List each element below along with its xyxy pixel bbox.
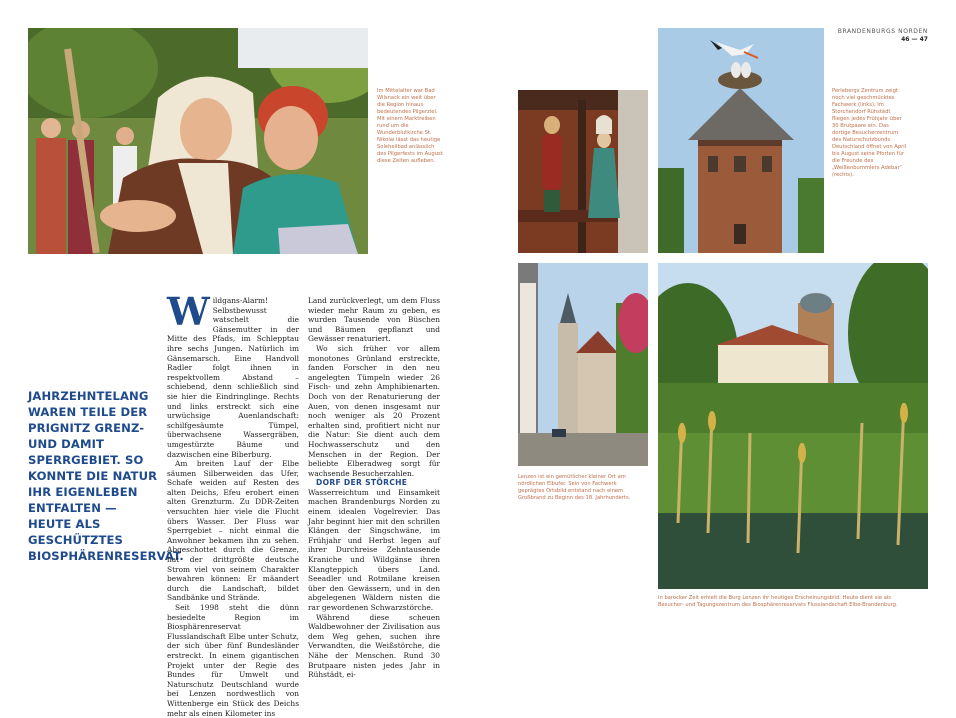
caption-burg-lenzen: In barocker Zeit erhielt die Burg Lenzen ihr heutiges Erscheinungsbild. Heute dient sie als Besucher- und Tagungszentrum des Biosphärenreservats Flusslandschaft Elbe-Brandenburg. xyxy=(658,595,898,608)
pull-quote: JAHRZEHNTELANG WAREN TEILE DER PRIGNITZ GRENZ- UND DAMIT SPERRGEBIET. SO KONNTE DIE NATUR IHR EIGENLEBEN ENTFALTEN — HEUTE ALS GESCHÜTZTES BIOSPHÄRENRESERVAT. xyxy=(28,389,184,563)
caption-lenzen: Lenzen ist ein gemütlicher kleiner Ort am nördlichen Elbufer. Sein von Fachwerk geprägtes Ortsbild entstand nach einem Großbrand zu Beginn des 18. Jahrhunderts. xyxy=(518,474,631,501)
article-paragraph: Wo sich früher vor allem monotones Grünland erstreckte, fanden Forscher in den neu angelegten Tümpeln wieder 26 Fisch- und zehn Amphibienarten. Doch von der Renaturierung der Auen, von denen insgesamt nur noch weniger als 20 Prozent erhalten sind, profitiert nicht nur die Natur: Sie dient auch dem Hochwasserschutz und den Menschen in der Region. Der beliebte Elberadweg sorgt für wachsende Besucherzahlen. xyxy=(308,343,440,478)
article-column-1 xyxy=(167,289,299,718)
photo-lenzen-half-timbered-street xyxy=(518,263,648,466)
drop-cap: W xyxy=(167,289,210,334)
article-paragraph: ildgans-Alarm! Selbstbewusst watschelt die Gänsemutter in der Mitte des Pfads, im Schlepptau ihre sechs Jungen. Natürlich im Gänsemarsch. Eine Handvoll Radler folgt ihnen in respektvollem Abstand – schiebend, denn schließlich sind sie hier die Eindringlinge. Rechts und links erstreckt sich eine urwüchsige Auenlandschaft: schilfgesäumte Tümpel, überwachsene Wassergräben, umgestürzte Bäume und dazwischen eine Biberburg. xyxy=(167,296,299,459)
caption-storks: Perlebergs Zentrum zeigt noch viel geschmücktes Fachwerk (links). Im Storchendorf Rühstädt fliegen jedes Frühjahr über 30 Brutpaare ein. Das dortige Besucherzentrum des Naturschutzbunds Deutschland öffnet von April bis August seine Pforten für die Freunde des „Weißenbummlers Adebar“ (rechts). xyxy=(832,88,907,178)
article-paragraph: Wasserreichtum und Einsamkeit machen Brandenburgs Norden zu einem idealen Vogelrevier. Das Jahr beginnt hier mit den schrillen Klängen der Singschwäne, im Frühjahr und Herbst legen auf ihrer Durchreise Zehntausende Kraniche und Wildgänse ihren Klangteppich übers Land. Seeadler und Rotmilane kreisen über den Gewässern, und in den abgelegenen Wäldern nisten die rar gewordenen Schwarzstörche. xyxy=(308,487,440,612)
photo-stork-nest-tower xyxy=(658,28,824,253)
photo-pilgrim-women xyxy=(28,28,368,254)
article-column-2 xyxy=(308,296,440,680)
page-numbers: 46 — 47 xyxy=(901,36,928,43)
article-paragraph: Während diese scheuen Waldbewohner der Zivilisation aus dem Weg gehen, suchen ihre Verwandten, die Weißstörche, die Nähe der Menschen. Rund 30 Brutpaare nisten jedes Jahr in Rühstädt, ei- xyxy=(308,612,440,680)
running-head: BRANDENBURGS NORDEN xyxy=(837,28,928,35)
photo-carved-wooden-figures xyxy=(518,90,648,253)
article-paragraph: Seit 1998 steht die dünn besiedelte Region im Biosphärenreservat Flusslandschaft Elbe unter Schutz, der sich über fünf Bundesländer erstreckt. In einem gigantischen Projekt unter der Regie des Bundes für Umwelt und Naturschutz Deutschland wurde bei Lenzen nordwestlich von Wittenberge ein Stück des Deichs mehr als einen Kilometer ins xyxy=(167,603,299,718)
photo-burg-lenzen-river xyxy=(658,263,928,589)
article-paragraph: Land zurückverlegt, um dem Fluss wieder mehr Raum zu geben, es wurden Tausende von Büschen und Bäumen gepflanzt und Gewässer renaturiert. xyxy=(308,296,440,344)
section-subhead: DORF DER STÖRCHE xyxy=(316,478,408,488)
article-paragraph: Am breiten Lauf der Elbe säumen Silberweiden das Ufer, Schafe weiden auf Resten des alten Deichs, Efeu erobert einen alten Grenzturm. Zu DDR-Zeiten versuchten hier viele die Flucht übers Wasser. Der Fluss war Sperrgebiet – nicht einmal die Anwohner bekamen ihn zu sehen. Abgeschottet durch die Grenze, hat der drittgrößte deutsche Strom viel von seinem Charakter bewahren können: Er mäandert durch die Landschaft, bildet Sandbänke und Strände. xyxy=(167,459,299,603)
caption-pilgrims: Im Mittelalter war Bad Wilsnack ein weit über die Region hinaus bedeutendes Pilgerziel. Mit einem Marktreiben rund um die Wunderblutkirche St. Nikolai lässt das heutige Soleheilbad anlässlich des Pilgerfests im August diese Zeiten aufleben. xyxy=(377,88,443,164)
